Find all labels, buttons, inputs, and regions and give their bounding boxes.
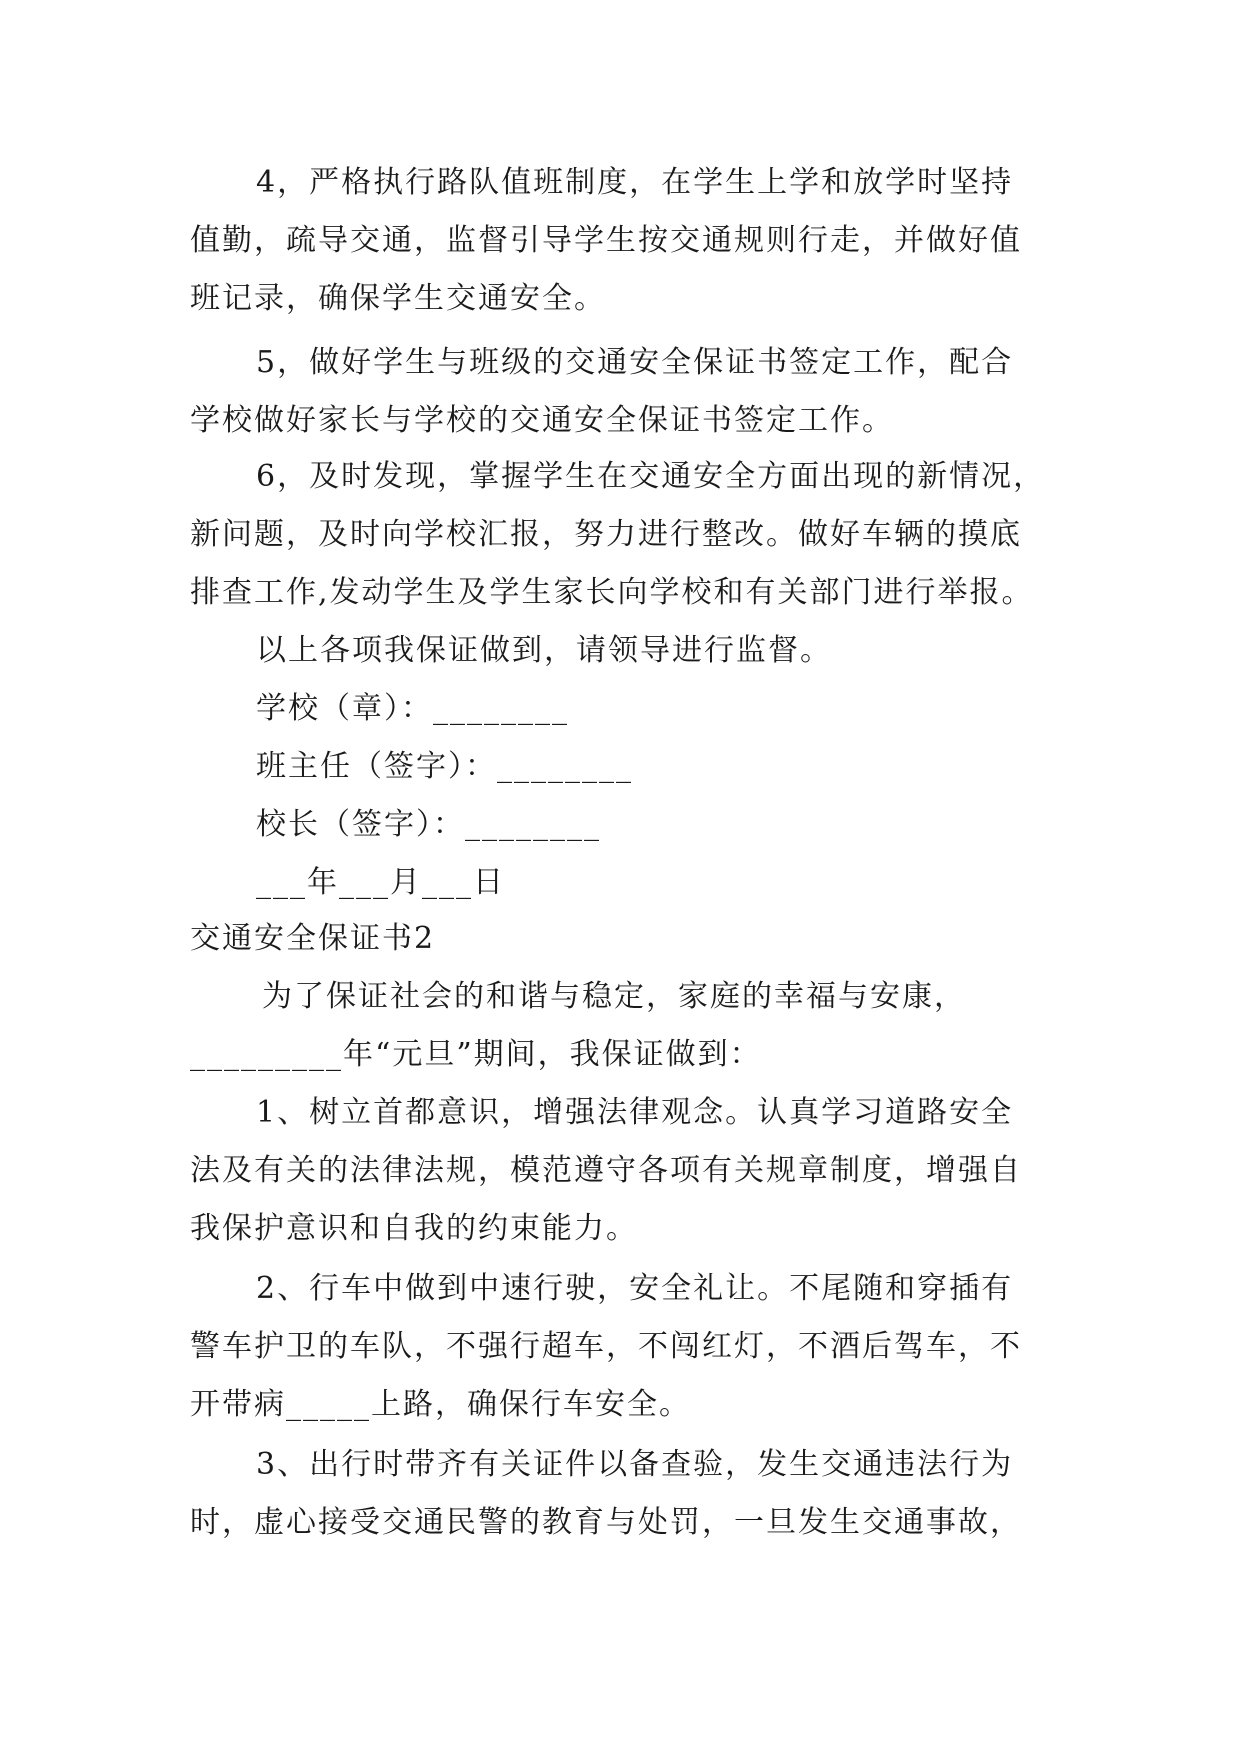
paragraph-item-4 — [190, 154, 1050, 328]
paragraph-line: 新问题，及时向学校汇报，努力进行整改。做好车辆的摸底 — [190, 517, 1022, 552]
paragraph-line: 我保护意识和自我的约束能力。 — [190, 1211, 638, 1246]
section-title: 交通安全保证书2 — [190, 921, 436, 956]
paragraph-line: 值勤，疏导交通，监督引导学生按交通规则行走，并做好值 — [190, 223, 1022, 258]
date-line: ___年___月___日 — [256, 865, 505, 900]
paragraph-line: 法及有关的法律法规，模范遵守各项有关规章制度，增强自 — [190, 1153, 1022, 1188]
signature-school: 学校（章）：________ — [256, 691, 569, 726]
paragraph-line: 警车护卫的车队，不强行超车，不闯红灯，不酒后驾车，不 — [190, 1329, 1022, 1364]
paragraph-line: 5，做好学生与班级的交通安全保证书签定工作，配合 — [256, 345, 1014, 380]
paragraph-line: 时，虚心接受交通民警的教育与处罚，一旦发生交通事故， — [190, 1505, 1022, 1540]
paragraph-item-6 — [190, 448, 1050, 622]
signature-teacher: 班主任（签字）：________ — [256, 749, 633, 784]
paragraph-line: 6，及时发现，掌握学生在交通安全方面出现的新情况， — [256, 459, 1046, 494]
paragraph-item-5 — [190, 334, 1050, 450]
paragraph-line: 1、树立首都意识，增强法律观念。认真学习道路安全 — [256, 1095, 1014, 1130]
paragraph-line: 班记录，确保学生交通安全。 — [190, 281, 606, 316]
paragraph-line: 4，严格执行路队值班制度，在学生上学和放学时坚持 — [256, 165, 1014, 200]
paragraph-intro — [190, 968, 1050, 1084]
paragraph-line: 3、出行时带齐有关证件以备查验，发生交通违法行为 — [256, 1447, 1014, 1482]
paragraph-point-1 — [190, 1084, 1050, 1258]
paragraph-line: 2、行车中做到中速行驶，安全礼让。不尾随和穿插有 — [256, 1271, 1014, 1306]
paragraph-line: 开带病_____上路，确保行车安全。 — [190, 1387, 691, 1422]
paragraph-line: 排查工作,发动学生及学生家长向学校和有关部门进行举报。 — [190, 575, 1034, 610]
paragraph-point-3 — [190, 1436, 1050, 1552]
paragraph-line: _________年“元旦”期间，我保证做到： — [190, 1037, 762, 1072]
paragraph-line: 为了保证社会的和谐与稳定，家庭的幸福与安康， — [262, 979, 966, 1014]
pledge-line: 以上各项我保证做到，请领导进行监督。 — [256, 633, 832, 668]
paragraph-point-2 — [190, 1260, 1050, 1434]
paragraph-line: 学校做好家长与学校的交通安全保证书签定工作。 — [190, 403, 894, 438]
signature-principal: 校长（签字）：________ — [256, 807, 601, 842]
